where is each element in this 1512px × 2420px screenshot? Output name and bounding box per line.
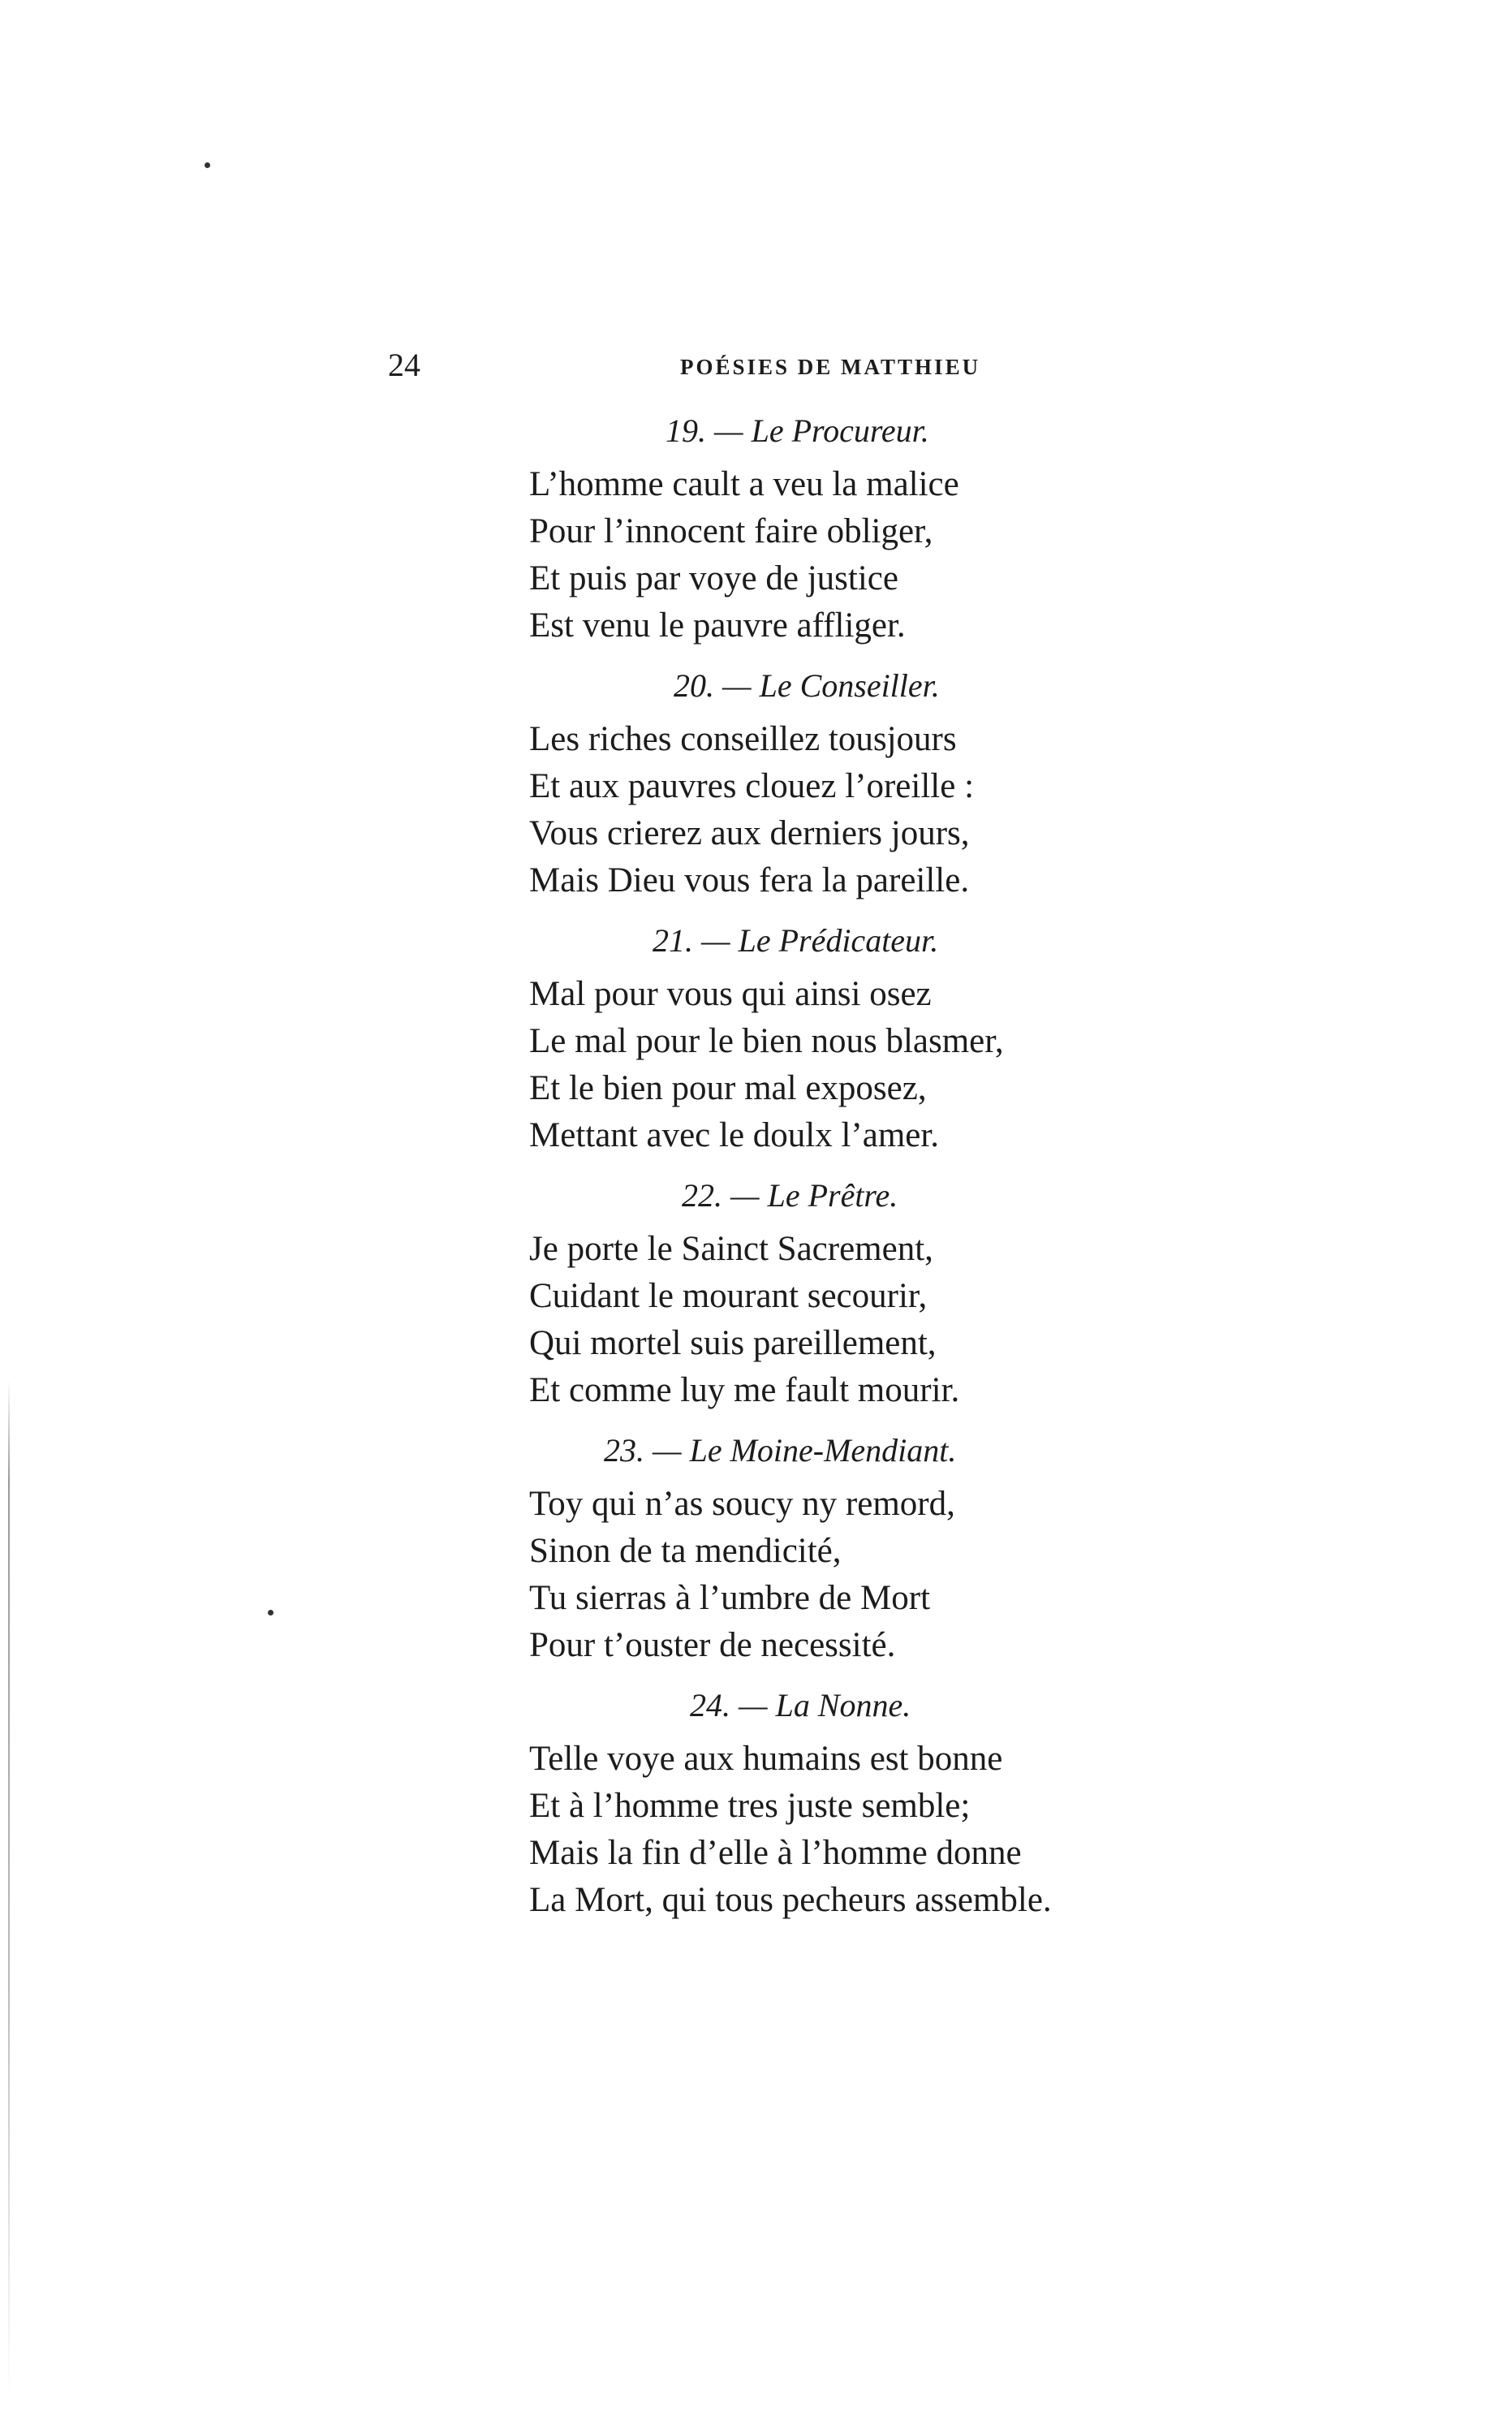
poem-moine-mendiant <box>529 1426 1422 1669</box>
verse-line: Et puis par voye de justice <box>529 559 898 597</box>
verse-line: Pour l’innocent faire obliger, <box>529 512 933 550</box>
verse-line: Sinon de ta mendicité, <box>529 1532 842 1570</box>
poem-list <box>529 406 1422 1924</box>
poem-predicateur <box>529 916 1422 1159</box>
verse-line: Mal pour vous qui ainsi osez <box>529 975 932 1013</box>
poem-title: 19. — Le Procureur. <box>666 412 929 449</box>
verse-line: Qui mortel suis pareillement, <box>529 1324 937 1362</box>
verse-line: Tu sierras à l’umbre de Mort <box>529 1579 931 1617</box>
verse-line: Pour t’ouster de necessité. <box>529 1626 896 1664</box>
verse-line: Toy qui n’as soucy ny remord, <box>529 1485 955 1523</box>
verse-line: Telle voye aux humains est bonne <box>529 1740 1003 1778</box>
stanza <box>529 461 1422 649</box>
verse-line: Et aux pauvres clouez l’oreille : <box>529 767 975 805</box>
poem-nonne <box>529 1680 1422 1924</box>
poem-pretre <box>529 1171 1422 1414</box>
page-number: 24 <box>388 347 420 383</box>
verse-line: Mettant avec le doulx l’amer. <box>529 1116 940 1154</box>
poem-conseiller <box>529 661 1422 904</box>
verse-line: Mais la fin d’elle à l’homme donne <box>529 1834 1022 1872</box>
poem-title: 20. — Le Conseiller. <box>674 667 940 704</box>
verse-line: Et le bien pour mal exposez, <box>529 1069 927 1107</box>
stanza <box>529 716 1422 904</box>
verse-line: Vous crierez aux derniers jours, <box>529 814 970 852</box>
verse-line: Mais Dieu vous fera la pareille. <box>529 861 970 899</box>
poem-title: 21. — Le Prédicateur. <box>653 922 939 959</box>
speck-top-left <box>205 162 210 168</box>
verse-line: L’homme cault a veu la malice <box>529 465 959 503</box>
verse-line: Les riches conseillez tousjours <box>529 720 957 758</box>
stanza <box>529 971 1422 1159</box>
verse-line: Et à l’homme tres juste semble; <box>529 1787 971 1825</box>
verse-line: Et comme luy me fault mourir. <box>529 1371 960 1409</box>
stanza <box>529 1481 1422 1669</box>
verse-line: La Mort, qui tous pecheurs assemble. <box>529 1881 1052 1919</box>
stanza <box>529 1226 1422 1414</box>
page-edge-shadow <box>8 1380 10 2395</box>
verse-line: Est venu le pauvre affliger. <box>529 606 906 645</box>
verse-line: Je porte le Sainct Sacrement, <box>529 1230 933 1268</box>
poem-title: 22. — Le Prêtre. <box>682 1177 898 1214</box>
stanza <box>529 1736 1422 1924</box>
verse-line: Cuidant le mourant secourir, <box>529 1277 928 1315</box>
running-title: POÉSIES DE MATTHIEU <box>680 355 981 379</box>
poem-title: 24. — La Nonne. <box>690 1687 911 1723</box>
speck-left-margin <box>268 1610 274 1615</box>
poem-procureur <box>529 406 1422 649</box>
poem-title: 23. — Le Moine-Mendiant. <box>604 1432 957 1469</box>
verse-line: Le mal pour le bien nous blasmer, <box>529 1022 1004 1060</box>
